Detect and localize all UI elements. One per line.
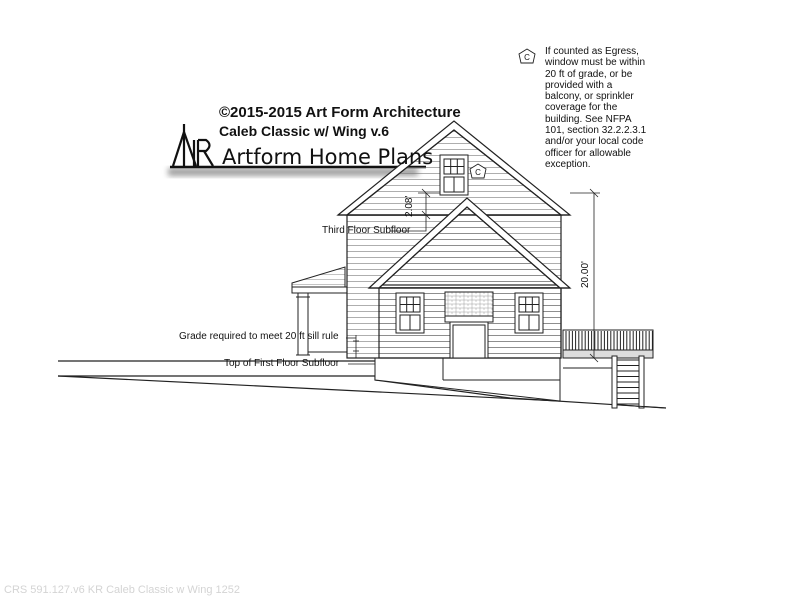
plan-name: Caleb Classic w/ Wing v.6 (219, 123, 390, 139)
brand-name: Artform Home Plans (222, 145, 434, 169)
rear-deck (563, 330, 666, 408)
copyright-notice: ©2015-2015 Art Form Architecture (219, 104, 461, 121)
first-floor-subfloor-label: Top of First Floor Subfloor (224, 358, 340, 369)
note-line: window must be within (545, 57, 646, 69)
note-line: coverage for the (545, 102, 618, 114)
hearth-and-door (445, 292, 493, 358)
foundation (375, 358, 560, 401)
window-marker-letter: C (475, 168, 481, 177)
note-line: building. See NFPA (545, 113, 632, 125)
deck-stairs (617, 360, 639, 404)
note-marker-letter: C (524, 53, 530, 62)
note-line: provided with a (545, 79, 613, 91)
sill-height-dimension: 20.00' (580, 261, 591, 288)
logo-monogram (173, 124, 213, 166)
note-line: 20 ft of grade, or be (545, 68, 633, 80)
note-line: officer for allowable (545, 147, 631, 159)
note-line: balcony, or sprinkler (545, 91, 634, 103)
note-line: 101, section 32.2.2.3.1 (545, 125, 647, 137)
grade-required-label: Grade required to meet 20 ft sill rule (179, 331, 339, 342)
wing-window-left (396, 293, 424, 333)
attic-window (440, 155, 468, 195)
plan-code-footer: CRS 591.127.v6 KR Caleb Classic w Wing 1252 (4, 584, 241, 596)
note-line: and/or your local code (545, 136, 644, 148)
note-line: exception. (545, 158, 591, 170)
egress-note (545, 46, 665, 170)
sill-offset-dimension: 2.08' (404, 195, 415, 217)
wing-window-right (515, 293, 543, 333)
note-line: If counted as Egress, (545, 46, 639, 57)
third-floor-subfloor-label: Third Floor Subfloor (322, 225, 411, 236)
